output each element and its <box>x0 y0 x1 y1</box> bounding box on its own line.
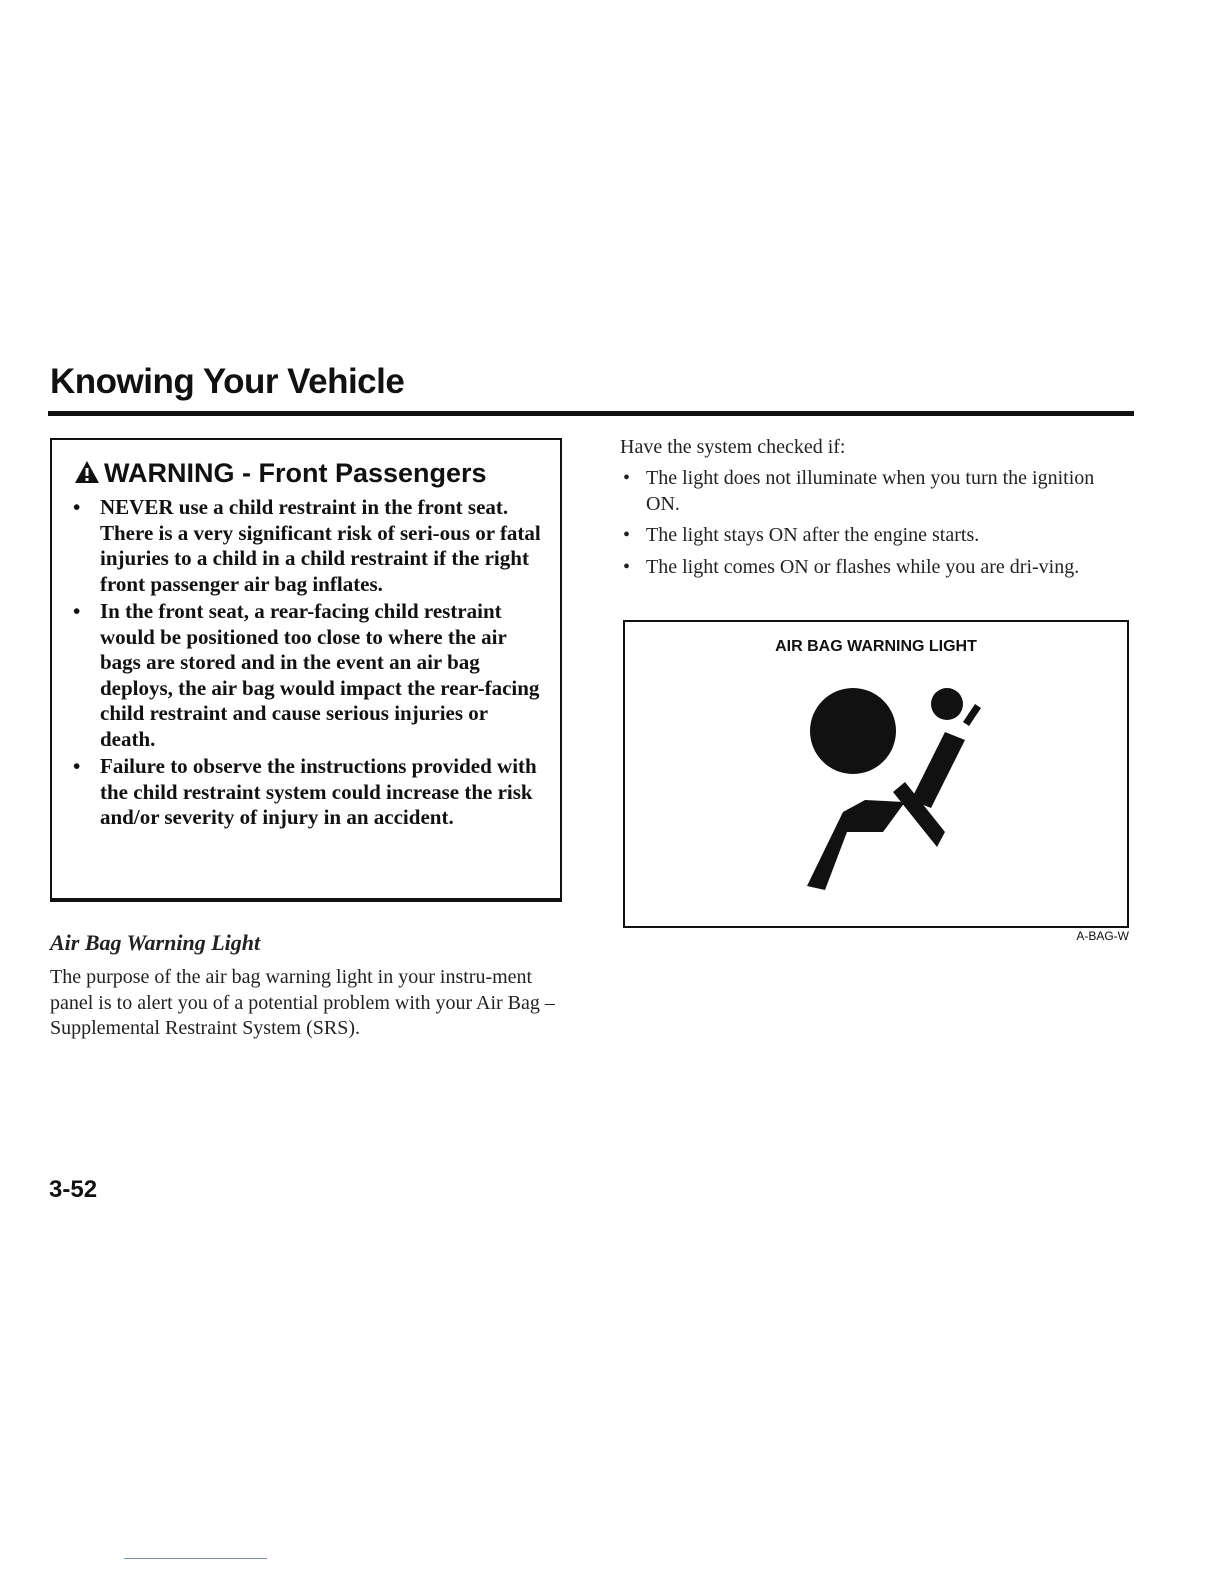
airbag-light-heading: Air Bag Warning Light <box>50 930 261 955</box>
warning-item <box>70 754 545 831</box>
warning-item-text: Failure to observe the instructions provided with the child restraint system could increase the risk and/or severity of injury in an accident. <box>100 754 537 829</box>
check-item-text: The light does not illuminate when you turn the ignition ON. <box>646 467 1095 515</box>
bullet-glyph: • <box>73 754 81 778</box>
figure-title: AIR BAG WARNING LIGHT <box>775 638 977 655</box>
warning-triangle-icon <box>74 460 100 491</box>
figure-code: A-BAG-W <box>1076 929 1129 943</box>
bullet-glyph: • <box>73 495 81 519</box>
warning-item-text: In the front seat, a rear-facing child restraint would be positioned too close to where the air bags are stored and in the event an air bag deploys, the air bag would impact the rear-facing child restraint and cause serious injuries or death. <box>100 599 540 751</box>
warning-heading-text: WARNING - Front Passengers <box>104 458 487 488</box>
bullet-glyph: • <box>73 599 81 623</box>
check-item <box>620 523 1115 549</box>
check-intro: Have the system checked if: <box>620 436 846 458</box>
warning-item <box>70 495 545 597</box>
warning-list <box>70 495 545 833</box>
check-item <box>620 555 1115 581</box>
warning-heading <box>74 458 487 491</box>
check-list <box>620 466 1115 586</box>
page-number: 3-52 <box>49 1176 98 1203</box>
warning-box <box>50 438 562 902</box>
airbag-warning-icon <box>805 682 995 907</box>
footer-rule <box>124 1558 267 1559</box>
airbag-figure <box>623 620 1129 928</box>
page-section-title: Knowing Your Vehicle <box>50 362 405 401</box>
bullet-glyph: • <box>623 555 631 578</box>
title-divider <box>48 411 1134 416</box>
bullet-glyph: • <box>623 467 631 489</box>
check-item-text: The light comes ON or flashes while you are dri-ving. <box>646 555 1080 578</box>
warning-item <box>70 599 545 752</box>
bullet-glyph: • <box>623 524 631 546</box>
check-item-text: The light stays ON after the engine starts. <box>646 524 980 546</box>
airbag-light-paragraph: The purpose of the air bag warning light in your instru-ment panel is to alert you of a potential problem with your Air Bag – Supplemental Restraint System (SRS). <box>50 966 555 1039</box>
check-item <box>620 466 1115 517</box>
warning-item-text: NEVER use a child restraint in the front seat. There is a very significant risk of seri-ous or fatal injuries to a child in a child restraint if the right front passenger air bag inflates. <box>100 495 541 596</box>
